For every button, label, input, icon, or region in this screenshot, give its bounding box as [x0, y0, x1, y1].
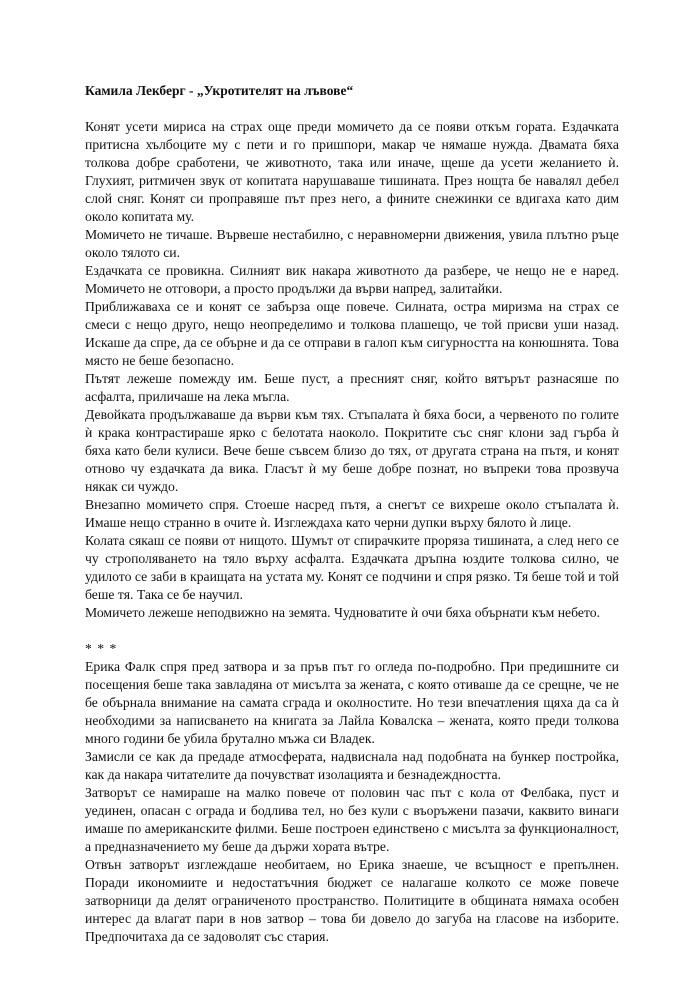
document-title: Камила Лекберг - „Укротителят на лъвове“ [85, 83, 354, 98]
document-page [85, 82, 619, 946]
paragraph: Ездачката се провикна. Силният вик накара животното да разбере, че нещо не е наред. Момичето не отговори, а просто продължи да върви напред, залитайки. [85, 263, 619, 296]
paragraph: Момичето не тичаше. Вървеше нестабилно, с неравномерни движения, увила плътно ръце около тялото си. [85, 227, 619, 260]
section-1 [85, 118, 619, 622]
section-separator: * * * [85, 641, 118, 656]
paragraph: Отвън затворът изглеждаше необитаем, но Ерика знаеше, че всъщност е препълнен. Поради икономиите и недостатъчния бюджет се налагаше колкото се може повече затворници да делят ограниченото пространство. Политиците в общината нямаха особен интерес да влагат пари в нов затвор – това би довело до загуба на гласове на изборите. Предпочитаха да се задоволят със стария. [85, 857, 619, 944]
paragraph: Колата сякаш се появи от нищото. Шумът от спирачките прорязa тишината, а след него се чу строполяването на тяло върху асфалта. Ездачката дръпна юздите толкова силно, че удилото се заби в краищата на устата му. Конят се подчини и спря рязко. Тя беше той и той беше тя. Така се бе научил. [85, 533, 619, 602]
paragraph: Пътят лежеше помежду им. Беше пуст, а пресният сняг, който вятърът разнасяше по асфалта, приличаше на лека мъгла. [85, 371, 619, 404]
paragraph: Затворът се намираше на малко повече от половин час път с кола от Фелбака, пуст и уединен, опасан с ограда и бодлива тел, но без кули с въоръжени пазачи, каквито винаги имаше по американските филми. Беше построен единствено с мисълта за функционалност, а предназначението му беше да държи хората вътре. [85, 785, 619, 854]
section-2 [85, 658, 619, 946]
paragraph: Момичето лежеше неподвижно на земята. Чудноватите ѝ очи бяха обърнати към небето. [85, 605, 601, 620]
paragraph: Приближаваха се и конят се забърза още повече. Силната, остра миризма на страх се смеси с нещо друго, нещо неопределимо и толкова плашещо, че той присви уши назад. Искаше да спре, да се обърне и да се отправи в галоп към сигурността на конюшнята. Това място не беше безопасно. [85, 299, 619, 368]
paragraph: Замисли се как да предаде атмосферата, надвиснала над подобната на бункер постройка, как да накара читателите да почувстват изолацията и безнадеждността. [85, 749, 619, 782]
paragraph: Внезапно момичето спря. Стоеше насред пътя, а снегът се вихреше около стъпалата ѝ. Имаше нещо странно в очите ѝ. Изглеждаха като черни дупки върху бялото ѝ лице. [85, 497, 619, 530]
paragraph: Конят усети мириса на страх още преди момичето да се появи откъм гората. Ездачката притисна хълбоците му с пети и го пришпори, макар че нямаше нужда. Двамата бяха толкова добре сработени, че животното, така или иначе, щеше да усети желанието ѝ. Глухият, ритмичен звук от копитата нарушаваше тишината. През нощта бе навалял дебел слой сняг. Конят си проправяше път през него, а фините снежинки се вдигаха като дим около копитата му. [85, 119, 619, 224]
paragraph: Девойката продължаваше да върви към тях. Стъпалата ѝ бяха боси, а червеното по голите ѝ крака контрастираше ярко с белотата наоколо. Покритите със сняг клони зад гърба ѝ бяха като бели кулиси. Вече беше съвсем близо до тях, от другата страна на пътя, и конят отново чу ездачката да вика. Гласът ѝ му беше добре познат, но въпреки това прозвуча някак си чуждо. [85, 407, 619, 494]
paragraph: Ерика Фалк спря пред затвора и за пръв път го огледа по-подробно. При предишните си посещения беше така завладяна от мисълта за жената, с която отиваше да се срещне, че не бе обърнала внимание на самата сграда и околностите. Но тези впечатления щяха да са ѝ необходими за написването на книгата за Лайла Ковалска – жената, която преди толкова много години бе убила брутално мъжа си Владек. [85, 659, 619, 746]
